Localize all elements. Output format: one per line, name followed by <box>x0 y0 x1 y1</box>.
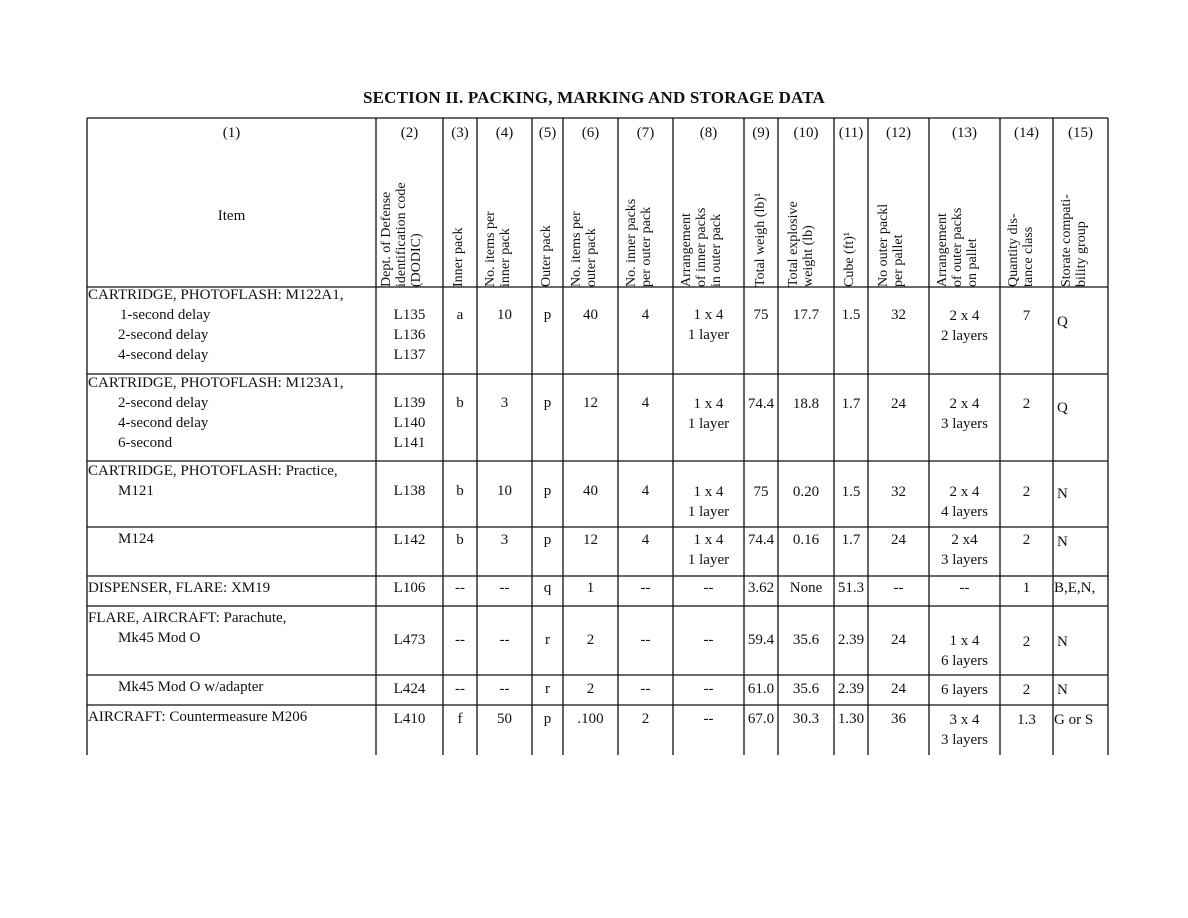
arr-outer: 1 x 4 <box>949 633 980 649</box>
total-weight: 75 <box>753 484 769 500</box>
item-name: AIRCRAFT: Countermeasure M206 <box>88 709 308 725</box>
outer-pack: p <box>543 711 552 727</box>
outer-pack: r <box>545 632 550 648</box>
qd-class: 2 <box>1022 532 1031 548</box>
items-inner: -- <box>499 632 510 648</box>
items-outer: 12 <box>583 395 598 411</box>
outer-pack: p <box>543 395 552 411</box>
arr-outer: 2 x4 <box>951 532 978 548</box>
arr-outer: 3 layers <box>940 552 989 568</box>
qd-class: 2 <box>1022 634 1031 650</box>
arr-outer: 6 layers <box>940 682 989 698</box>
col-num-15: (15) <box>1068 125 1093 141</box>
arr-inner: 1 x 4 <box>693 396 724 412</box>
inner-per-outer: -- <box>640 580 651 596</box>
arr-inner: 1 x 4 <box>693 307 724 323</box>
arr-inner: -- <box>703 580 714 596</box>
total-weight: 61.0 <box>747 681 775 697</box>
col-num-4: (4) <box>495 125 514 141</box>
item-variant: 2-second delay <box>118 327 209 343</box>
dodic: L140 <box>393 415 426 431</box>
outer-pack: p <box>543 532 552 548</box>
per-pallet: 36 <box>891 711 906 727</box>
per-pallet: 24 <box>891 632 906 648</box>
col-header-cube: Cube (ft)¹ <box>842 231 857 287</box>
item-variant: 2-second delay <box>118 395 209 411</box>
compat-group: N <box>1057 634 1068 650</box>
cube: 2.39 <box>837 632 865 648</box>
arr-inner: 1 layer <box>687 504 730 520</box>
item-variant: M121 <box>118 483 154 499</box>
cube: 51.3 <box>837 580 865 596</box>
arr-outer: -- <box>959 580 970 596</box>
col-header-item: Item <box>217 208 246 224</box>
total-weight: 75 <box>753 307 769 323</box>
col-header-inner-pack: Inner pack <box>451 227 466 287</box>
explosive-weight: None <box>789 580 823 596</box>
col-header-arr-inner: Arrangement of inner packs in outer pack <box>679 207 724 287</box>
col-num-2: (2) <box>400 125 419 141</box>
items-inner: 3 <box>500 532 509 548</box>
arr-outer: 3 layers <box>940 732 989 748</box>
dodic: L106 <box>393 580 426 596</box>
dodic: L473 <box>393 632 426 648</box>
col-header-inner-per-outer: No. inner packs per outer pack <box>624 198 654 287</box>
dodic: L135 <box>393 307 426 323</box>
col-num-3: (3) <box>451 125 469 141</box>
items-outer: .100 <box>577 711 604 727</box>
total-weight: 67.0 <box>747 711 775 727</box>
dodic: L142 <box>393 532 426 548</box>
per-pallet: 32 <box>891 484 906 500</box>
item-variant: Mk45 Mod O <box>118 630 201 646</box>
arr-outer: 2 x 4 <box>949 484 980 500</box>
arr-inner: 1 x 4 <box>693 532 724 548</box>
qd-class: 2 <box>1022 484 1031 500</box>
compat-group: B,E,N, <box>1054 580 1096 596</box>
dodic: L136 <box>393 327 426 343</box>
item-name: CARTRIDGE, PHOTOFLASH: M122A1, <box>88 287 344 303</box>
cube: 1.30 <box>837 711 865 727</box>
explosive-weight: 35.6 <box>792 681 820 697</box>
items-inner: 10 <box>497 483 512 499</box>
item-variant: M124 <box>118 531 154 547</box>
item-variant: 4-second delay <box>118 415 209 431</box>
inner-pack: b <box>456 395 464 411</box>
cube: 1.5 <box>841 484 861 500</box>
arr-inner: 1 x 4 <box>693 484 724 500</box>
per-pallet: -- <box>893 580 904 596</box>
arr-outer: 2 x 4 <box>949 396 980 412</box>
explosive-weight: 18.8 <box>792 396 820 412</box>
inner-pack: -- <box>455 580 465 596</box>
explosive-weight: 0.20 <box>792 484 820 500</box>
col-num-13: (13) <box>952 125 977 141</box>
explosive-weight: 17.7 <box>792 307 820 323</box>
arr-inner: -- <box>703 681 714 697</box>
total-weight: 3.62 <box>747 580 775 596</box>
arr-outer: 2 x 4 <box>949 308 980 324</box>
inner-per-outer: 4 <box>641 395 650 411</box>
compat-group: Q <box>1057 314 1068 330</box>
dodic: L139 <box>393 395 426 411</box>
compat-group: N <box>1057 486 1068 502</box>
explosive-weight: 30.3 <box>792 711 820 727</box>
cube: 1.5 <box>841 307 861 323</box>
cube: 1.7 <box>841 532 861 548</box>
arr-inner: 1 layer <box>687 416 730 432</box>
col-num-8: (8) <box>699 125 718 141</box>
per-pallet: 24 <box>891 681 906 697</box>
arr-outer: 6 layers <box>940 653 989 669</box>
items-inner: 50 <box>497 711 512 727</box>
dodic: L141 <box>393 435 426 451</box>
dodic: L424 <box>393 681 426 697</box>
col-header-per-pallet: No outer packl per pallet <box>876 203 906 287</box>
dodic: L138 <box>393 483 426 499</box>
item-name: CARTRIDGE, PHOTOFLASH: Practice, <box>88 463 338 479</box>
total-weight: 74.4 <box>747 532 775 548</box>
compat-group: N <box>1057 682 1068 698</box>
items-outer: 2 <box>586 632 595 648</box>
items-outer: 40 <box>583 483 598 499</box>
col-num-5: (5) <box>538 125 557 141</box>
items-inner: -- <box>499 681 510 697</box>
qd-class: 1.3 <box>1017 712 1036 728</box>
inner-per-outer: 2 <box>641 711 650 727</box>
qd-class: 7 <box>1022 308 1031 324</box>
col-header-explosive-weight: Total explosive weight (lb) <box>786 201 816 287</box>
outer-pack: r <box>545 681 550 697</box>
items-outer: 2 <box>586 681 595 697</box>
items-inner: 10 <box>497 307 512 323</box>
col-num-6: (6) <box>581 125 600 141</box>
page-title: SECTION II. PACKING, MARKING AND STORAGE DATA <box>362 88 826 107</box>
col-num-7: (7) <box>636 125 655 141</box>
inner-pack: a <box>456 307 464 323</box>
col-header-dodic: Dept. of Defense identification code (DODIC) <box>379 182 424 287</box>
inner-per-outer: -- <box>640 681 651 697</box>
per-pallet: 32 <box>891 307 906 323</box>
dodic: L137 <box>393 347 426 363</box>
inner-pack: -- <box>455 681 465 697</box>
col-header-qd-class: Quantity dis- tance class <box>1006 213 1036 287</box>
outer-pack: p <box>543 307 552 323</box>
col-header-items-outer: No. items per outer pack <box>569 211 599 287</box>
arr-outer: 2 layers <box>940 328 989 344</box>
per-pallet: 24 <box>891 532 906 548</box>
items-outer: 1 <box>586 580 595 596</box>
arr-outer: 4 layers <box>940 504 989 520</box>
arr-inner: 1 layer <box>687 552 730 568</box>
arr-inner: -- <box>703 632 714 648</box>
total-weight: 59.4 <box>747 632 775 648</box>
col-header-arr-outer: Arrangement of outer packs on pallet <box>935 207 980 287</box>
item-name: CARTRIDGE, PHOTOFLASH: M123A1, <box>88 375 344 391</box>
col-header-items-inner: No. items per inner pack <box>483 211 513 287</box>
inner-pack: b <box>456 483 464 499</box>
outer-pack: q <box>543 580 552 596</box>
cube: 2.39 <box>837 681 865 697</box>
inner-per-outer: 4 <box>641 532 650 548</box>
per-pallet: 24 <box>891 396 906 412</box>
inner-pack: b <box>456 532 464 548</box>
inner-per-outer: -- <box>640 632 651 648</box>
col-header-outer-pack: Outer pack <box>539 225 554 287</box>
inner-per-outer: 4 <box>641 483 650 499</box>
compat-group: G or S <box>1054 712 1094 728</box>
inner-pack: -- <box>455 632 465 648</box>
arr-outer: 3 x 4 <box>949 712 980 728</box>
total-weight: 74.4 <box>747 396 775 412</box>
items-inner: -- <box>499 580 510 596</box>
items-inner: 3 <box>500 395 509 411</box>
cube: 1.7 <box>841 396 861 412</box>
outer-pack: p <box>543 483 552 499</box>
item-name: DISPENSER, FLARE: XM19 <box>88 580 271 596</box>
items-outer: 40 <box>583 307 598 323</box>
col-header-total-weight: Total weigh (lb)¹ <box>753 192 768 287</box>
col-num-9: (9) <box>752 125 770 141</box>
arr-inner: 1 layer <box>687 327 730 343</box>
qd-class: 2 <box>1022 682 1031 698</box>
dodic: L410 <box>393 711 426 727</box>
item-variant: 1-second delay <box>120 307 211 323</box>
item-name: FLARE, AIRCRAFT: Parachute, <box>88 610 287 626</box>
qd-class: 1 <box>1022 580 1031 596</box>
explosive-weight: 35.6 <box>792 632 820 648</box>
item-variant: 6-second <box>118 435 173 451</box>
col-num-14: (14) <box>1014 125 1039 141</box>
compat-group: Q <box>1057 400 1068 416</box>
col-num-12: (12) <box>886 125 911 141</box>
explosive-weight: 0.16 <box>792 532 820 548</box>
item-variant: Mk45 Mod O w/adapter <box>118 679 264 695</box>
qd-class: 2 <box>1022 396 1031 412</box>
col-num-1: (1) <box>222 125 241 141</box>
items-outer: 12 <box>583 532 598 548</box>
inner-per-outer: 4 <box>641 307 650 323</box>
arr-inner: -- <box>703 711 714 727</box>
col-num-10: (10) <box>793 125 819 141</box>
compat-group: N <box>1057 534 1068 550</box>
inner-pack: f <box>457 711 463 727</box>
arr-outer: 3 layers <box>940 416 989 432</box>
item-variant: 4-second delay <box>118 347 209 363</box>
col-num-11: (11) <box>838 125 864 141</box>
col-header-compat: Storate compati- bility group <box>1059 194 1089 287</box>
